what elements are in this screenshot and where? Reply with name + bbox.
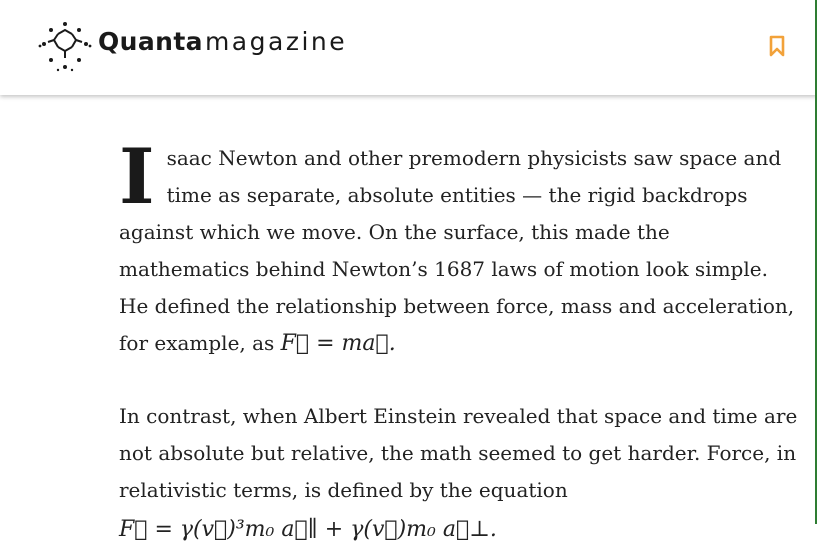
paragraph-2-text: In contrast, when Albert Einstein revealed that space and time are not absolute but relative, the math seemed to get harder. Force, in relativistic terms, is defined by the equation — [119, 404, 798, 502]
brand-magazine: magazine — [204, 27, 348, 56]
equation-newton: F⃗ = ma⃗. — [280, 331, 396, 356]
quanta-logo-icon[interactable] — [38, 20, 92, 72]
brand-wordmark[interactable] — [98, 27, 347, 56]
brand-quanta: Quanta — [98, 27, 203, 56]
site-header — [0, 0, 817, 95]
article-body — [119, 132, 803, 548]
paragraph-1-text: saac Newton and other premodern physicists saw space and time as separate, absolute entities — the rigid backdrops against which we move. On the surface, this made the mathematics behind Newton’s 1687 laws of motion look simple. He defined the relationship between force, mass and acceleration, for example, as — [119, 146, 795, 355]
equation-relativistic: F⃗ = γ(v⃗)³m₀ a⃗∥ + γ(v⃗)m₀ a⃗⊥. — [119, 517, 497, 542]
drop-cap: I — [119, 132, 155, 221]
paragraph-2 — [119, 398, 803, 548]
bookmark-icon[interactable] — [768, 35, 786, 57]
paragraph-1 — [119, 132, 803, 362]
